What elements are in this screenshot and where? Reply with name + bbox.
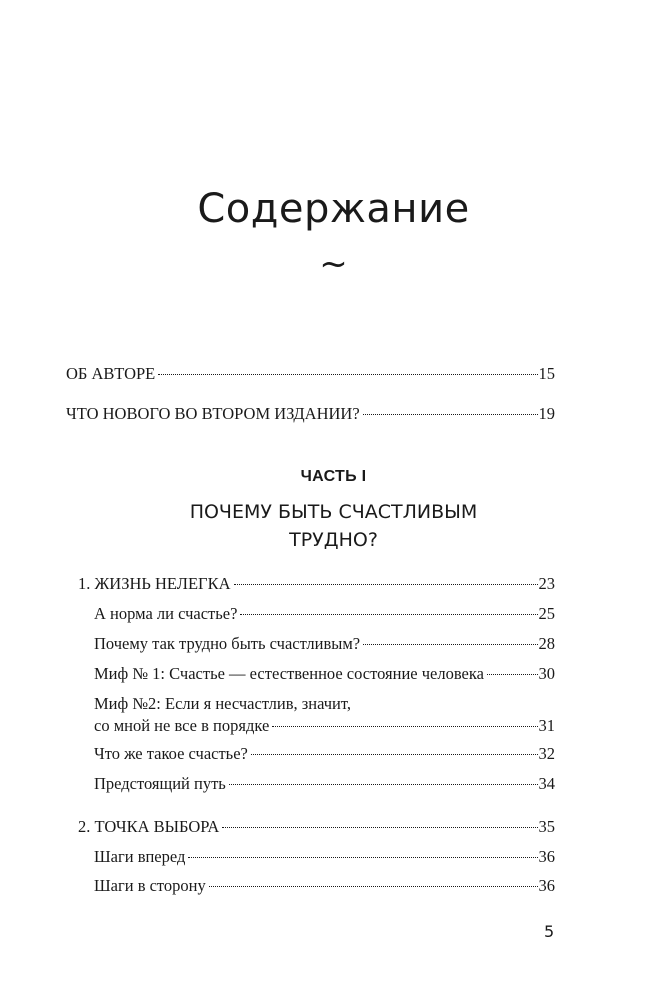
dot-leader [188, 857, 537, 858]
toc-section[interactable] [94, 846, 555, 868]
page-title: Содержание [197, 186, 470, 232]
toc-entry-label: со мной не все в порядке [94, 716, 270, 735]
toc-entry-label: А норма ли счастье? [94, 604, 238, 623]
part-title-line: ПОЧЕМУ БЫТЬ СЧАСТЛИВЫМ [189, 501, 478, 523]
part-title [0, 498, 667, 554]
toc-entry-label: ОБ АВТОРЕ [66, 364, 156, 383]
dot-leader [251, 754, 538, 755]
toc-entry-page: 35 [538, 817, 555, 836]
toc-section[interactable] [94, 603, 555, 625]
toc-entry-about-author[interactable] [66, 363, 555, 385]
toc-entry-page: 15 [538, 364, 555, 383]
toc-section[interactable] [94, 633, 555, 655]
toc-entry-continuation [94, 715, 555, 737]
dot-leader [222, 827, 537, 828]
page-number: 5 [544, 922, 555, 941]
dot-leader [158, 374, 537, 375]
toc-entry-page: 36 [538, 847, 555, 866]
dot-leader [363, 644, 537, 645]
dot-leader [272, 726, 537, 727]
toc-entry-page: 19 [538, 404, 555, 423]
dot-leader [487, 674, 538, 675]
toc-entry-page: 34 [538, 774, 555, 793]
toc-entry-label: Миф №2: Если я несчастлив, значит, [94, 694, 351, 713]
toc-section[interactable] [94, 693, 555, 737]
dot-leader [229, 784, 538, 785]
toc-entry-label: 2. ТОЧКА ВЫБОРА [78, 817, 220, 836]
toc-section[interactable] [94, 743, 555, 765]
toc-entry-label: Что же такое счастье? [94, 744, 248, 763]
toc-entry-page: 36 [538, 876, 555, 895]
toc-section[interactable] [94, 875, 555, 897]
toc-entry-label: ЧТО НОВОГО ВО ВТОРОМ ИЗДАНИИ? [66, 404, 360, 423]
toc-entry-label: 1. ЖИЗНЬ НЕЛЕГКА [78, 574, 231, 593]
toc-entry-label: Предстоящий путь [94, 774, 226, 793]
toc-entry-label: Почему так трудно быть счастливым? [94, 634, 361, 653]
toc-section[interactable] [94, 773, 555, 795]
toc-chapter-2[interactable] [78, 816, 555, 838]
dot-leader [363, 414, 538, 415]
toc-entry-page: 23 [538, 574, 555, 593]
toc-entry-label: Миф № 1: Счастье — естественное состояние человека [94, 664, 484, 683]
toc-entry-page: 25 [538, 604, 555, 623]
tilde-ornament: ~ [319, 244, 348, 284]
toc-entry-label: Шаги вперед [94, 847, 186, 866]
toc-entry-page: 32 [538, 744, 555, 763]
part-label: ЧАСТЬ I [300, 468, 367, 485]
part-title-line: ТРУДНО? [289, 529, 378, 551]
toc-entry-whats-new[interactable] [66, 403, 555, 425]
dot-leader [234, 584, 538, 585]
toc-section[interactable] [94, 663, 555, 685]
toc-entry-label: Шаги в сторону [94, 876, 206, 895]
dot-leader [209, 886, 538, 887]
toc-entry-page: 31 [538, 716, 555, 735]
dot-leader [240, 614, 537, 615]
toc-chapter-1[interactable] [78, 573, 555, 595]
toc-entry-page: 28 [538, 634, 555, 653]
toc-entry-page: 30 [538, 664, 555, 683]
